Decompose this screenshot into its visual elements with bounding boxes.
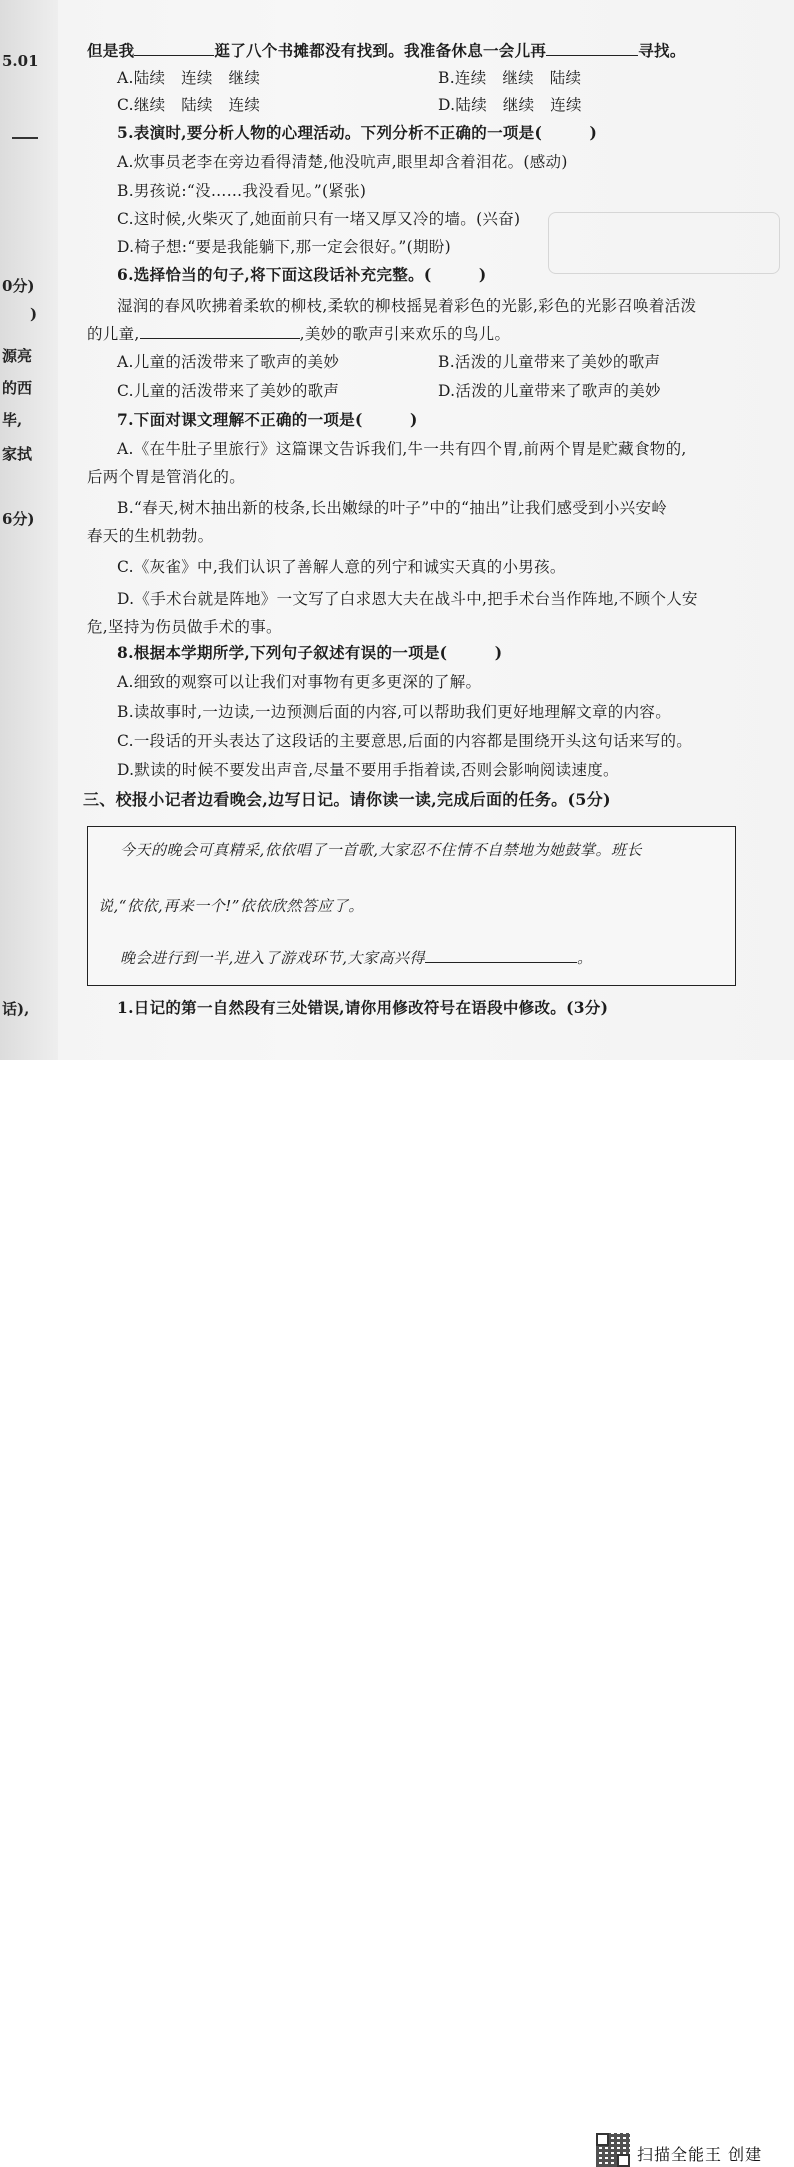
diary-box [87, 826, 736, 986]
q6-option-d: D.活泼的儿童带来了歌声的美妙 [438, 382, 661, 400]
q6-stem: 6.选择恰当的句子,将下面这段话补充完整。( ) [117, 265, 487, 284]
bleed-through-box [548, 212, 780, 274]
q8-option-c: C.一段话的开头表达了这段话的主要意思,后面的内容都是围绕开头这句话来写的。 [117, 732, 693, 750]
margin-text-3: 毕, [2, 411, 23, 429]
q7-option-a-line-2: 后两个胃是管消化的。 [87, 468, 246, 486]
exam-page [0, 0, 794, 1060]
q4-option-c: C.继续 陆续 连续 [117, 96, 261, 114]
section-3-heading: 三、校报小记者边看晚会,边写日记。请你读一读,完成后面的任务。(5分) [83, 790, 611, 809]
q8-option-d: D.默读的时候不要发出声音,尽量不要用手指着读,否则会影响阅读速度。 [117, 761, 619, 779]
margin-bottom: 话), [2, 1000, 30, 1018]
blank [140, 324, 300, 339]
diary-line-1: 今天的晚会可真精采,依依唱了一首歌,大家忍不住情不自禁地为她鼓掌。班长 [120, 841, 643, 859]
q7-option-a-line-1: A.《在牛肚子里旅行》这篇课文告诉我们,牛一共有四个胃,前两个胃是贮藏食物的, [117, 440, 687, 458]
margin-text-2: 的西 [2, 379, 33, 397]
margin-paren: ) [30, 305, 38, 323]
q7-option-d-line-2: 危,坚持为伤员做手术的事。 [87, 618, 282, 636]
q6-passage-line-2: 的儿童, ,美妙的歌声引来欢乐的鸟儿。 [87, 325, 511, 343]
left-margin-strip [0, 0, 58, 1060]
q5-option-b: B.男孩说:“没……我没看见。”(紧张) [117, 182, 367, 200]
scan-footer [0, 1060, 794, 2164]
q7-option-b-line-2: 春天的生机勃勃。 [87, 527, 214, 545]
q4-option-a: A.陆续 连续 继续 [117, 69, 261, 87]
q7-option-d-line-1: D.《手术台就是阵地》一文写了白求恩大夫在战斗中,把手术台当作阵地,不顾个人安 [117, 590, 698, 608]
margin-score-1: 0分) [2, 277, 35, 295]
q7-option-b-line-1: B.“春天,树木抽出新的枝条,长出嫩绿的叶子”中的“抽出”让我们感受到小兴安岭 [117, 499, 668, 517]
margin-score-2: 6分) [2, 510, 35, 528]
q5-option-c: C.这时候,火柴灭了,她面前只有一堵又厚又冷的墙。(兴奋) [117, 210, 521, 228]
q5-option-a: A.炊事员老李在旁边看得清楚,他没吭声,眼里却含着泪花。(感动) [117, 153, 568, 171]
q6-option-b: B.活泼的儿童带来了美妙的歌声 [438, 353, 661, 371]
q8-option-a: A.细致的观察可以让我们对事物有更多更深的了解。 [117, 673, 482, 691]
q6-option-a: A.儿童的活泼带来了歌声的美妙 [117, 353, 340, 371]
margin-text-1: 源亮 [2, 347, 33, 365]
q6-option-c: C.儿童的活泼带来了美妙的歌声 [117, 382, 340, 400]
margin-dash [12, 137, 38, 139]
q8-option-b: B.读故事时,一边读,一边预测后面的内容,可以帮助我们更好地理解文章的内容。 [117, 703, 672, 721]
scanner-brand-label: 扫描全能王 创建 [637, 2145, 763, 2164]
q5-stem: 5.表演时,要分析人物的心理活动。下列分析不正确的一项是( ) [117, 123, 598, 142]
diary-line-2: 说,“依依,再来一个!”依依欣然答应了。 [98, 897, 364, 915]
q4-option-d: D.陆续 继续 连续 [438, 96, 582, 114]
blank [425, 948, 577, 963]
qr-code-icon [596, 2133, 630, 2167]
margin-text-4: 家拭 [2, 445, 33, 463]
q6-passage-line-1: 湿润的春风吹拂着柔软的柳枝,柔软的柳枝摇晃着彩色的光影,彩色的光影召唤着活泼 [117, 297, 697, 315]
q7-stem: 7.下面对课文理解不正确的一项是( ) [117, 410, 418, 429]
q5-option-d: D.椅子想:“要是我能躺下,那一定会很好。”(期盼) [117, 238, 451, 256]
diary-line-3: 晚会进行到一半,进入了游戏环节,大家高兴得 。 [120, 949, 593, 967]
blank [134, 41, 214, 56]
q7-option-c: C.《灰雀》中,我们认识了善解人意的列宁和诚实天真的小男孩。 [117, 558, 566, 576]
q4-option-b: B.连续 继续 陆续 [438, 69, 582, 87]
q4-sentence: 但是我 逛了八个书摊都没有找到。我准备休息一会儿再 寻找。 [87, 41, 686, 60]
margin-date: 5.01 [2, 52, 39, 70]
q8-stem: 8.根据本学期所学,下列句子叙述有误的一项是( ) [117, 643, 503, 662]
section-3-task-1: 1.日记的第一自然段有三处错误,请你用修改符号在语段中修改。(3分) [117, 998, 609, 1017]
blank [546, 41, 638, 56]
